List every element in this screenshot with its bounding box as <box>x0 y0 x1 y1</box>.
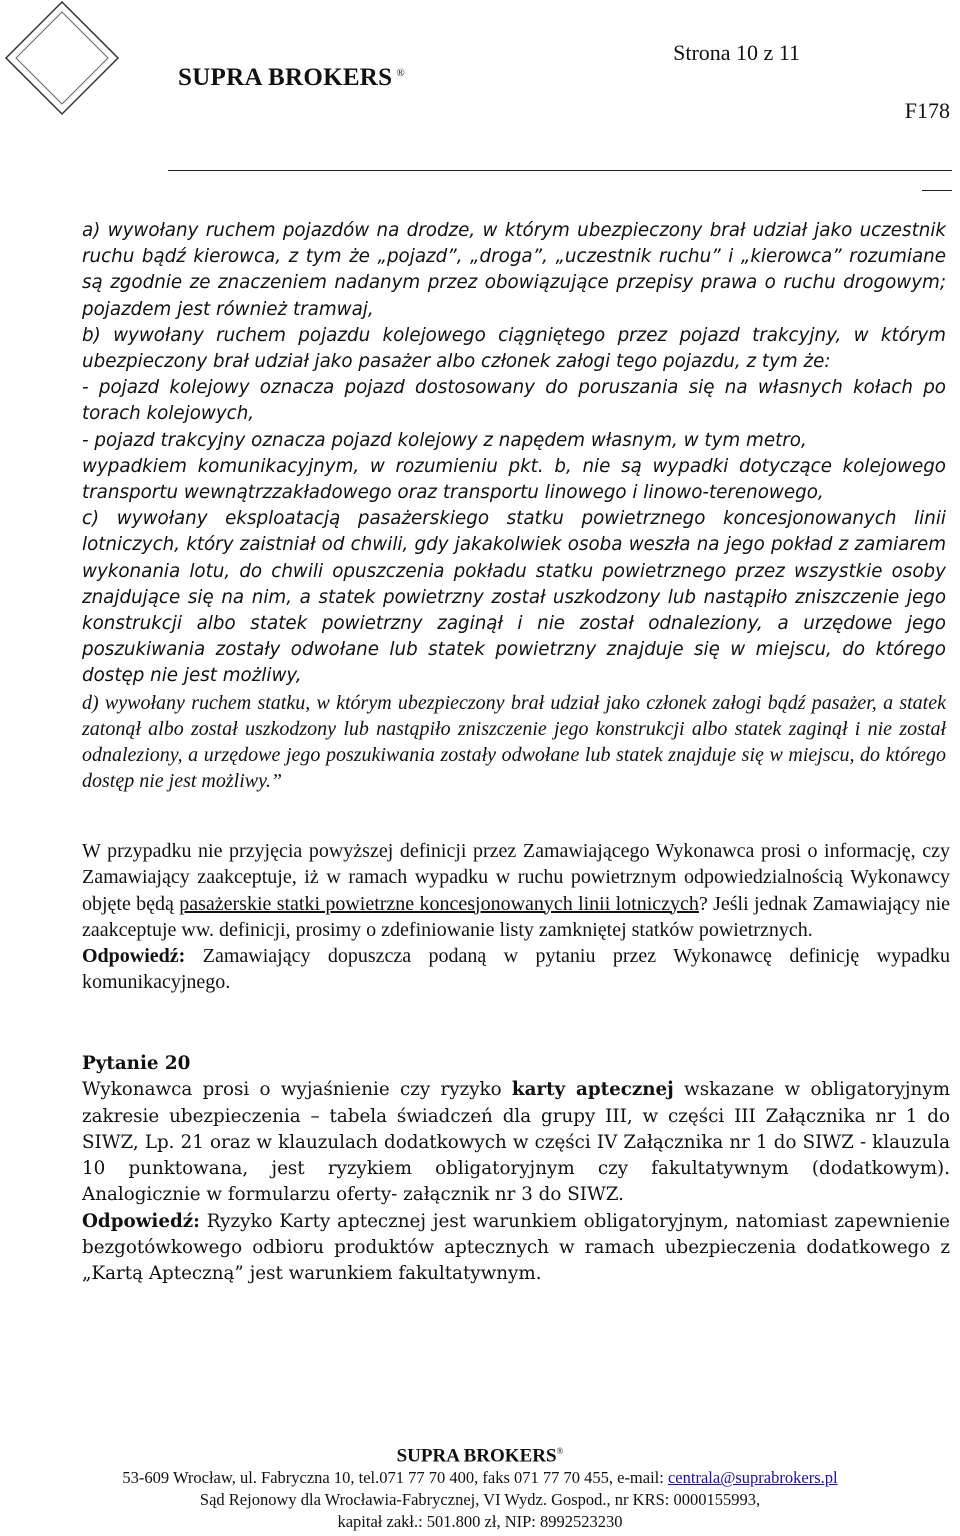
quote-paragraph-b2: - pojazd trakcyjny oznacza pojazd kolejowy z napędem własnym, w tym metro, <box>82 429 807 451</box>
email-link[interactable]: centrala@suprabrokers.pl <box>667 1468 838 1488</box>
quote-paragraph-c: c) wywołany eksploatacją pasażerskiego statku powietrznego koncesjonowanych linii lotniczych, który zaistniał od chwili, gdy jakakolwiek osoba weszła na jego pokład z zamiarem wykonania lotu, do chwili opuszczenia pokładu statku powietrznego przez wszystkie osoby znajdujące się na nim, a statek powietrzny został uszkodzony lub nastąpiło zniszczenie jego konstrukcji albo statek powietrzny zaginął i nie został odnaleziony, a urzędowe jego poszukiwania zostały odwołane lub statek powietrzny znajduje się w miejscu, do którego dostęp nie jest możliwy, <box>82 508 946 687</box>
footer-brand: SUPRA BROKERS® <box>396 1445 564 1467</box>
quote-paragraph-d: d) wywołany ruchem statku, w którym ubezpieczony brał udział jako członek załogi bądź pasażer, a statek zatonął albo został uszkodzony lub nastąpiło zniszczenie jego konstrukcji albo statek zaginął i nie został odnaleziony, a urzędowe jego poszukiwania zostały odwołane lub statek znajduje się w miejscu, do którego dostęp nie jest możliwy.” <box>82 691 946 793</box>
question-19-block <box>82 838 950 996</box>
quote-paragraph-b1: - pojazd kolejowy oznacza pojazd dostosowany do poruszania się na własnych kołach po torach kolejowych, <box>82 377 946 425</box>
bold-phrase: karty aptecznej <box>511 1079 674 1101</box>
form-code: F178 <box>904 98 950 123</box>
answer-label: Odpowiedź: <box>82 1210 200 1232</box>
question-20-text: Wykonawca prosi o wyjaśnienie czy ryzyko karty aptecznej wskazane w obligatoryjnym zakresie ubezpieczenia – tabela świadczeń dla grupy III, w części III Załącznika nr 1 do SIWZ, Lp. 21 oraz w klauzulach dodatkowych w części IV Załącznika nr 1 do SIWZ - klauzula 10 punktowana, jest ryzykiem obligatoryjnym czy fakultatywnym (dodatkowym). Analogicznie w formularzu oferty- załącznik nr 3 do SIWZ. <box>82 1079 950 1206</box>
quote-paragraph-b3: wypadkiem komunikacyjnym, w rozumieniu pkt. b, nie są wypadki dotyczące kolejowego transportu wewnątrzzakładowego oraz transportu linowego i linowo-terenowego, <box>82 455 946 504</box>
diamond-logo-icon <box>0 0 120 120</box>
definition-quote <box>82 218 946 794</box>
answer-19: Odpowiedź: Zamawiający dopuszcza podaną w pytaniu przez Wykonawcę definicję wypadku komunikacyjnego. <box>82 945 950 994</box>
question-19-text: W przypadku nie przyjęcia powyższej definicji przez Zamawiającego Wykonawca prosi o informację, czy Zamawiający zaakceptuje, iż w ramach wypadku w ruchu powietrznym odpowiedzialnością Wykonawcy objęte będą pasażerskie statki powietrzne koncesjonowanych linii lotniczych? Jeśli jednak Zamawiający nie zaakceptuje ww. definicji, prosimy o zdefiniowanie listy zamkniętej statków powietrznych. <box>82 840 950 941</box>
page-footer <box>0 1440 960 1533</box>
answer-label: Odpowiedź: <box>82 945 186 968</box>
footer-court: Sąd Rejonowy dla Wrocławia-Fabrycznej, VI Wydz. Gospod., nr KRS: 0000155993, <box>199 1490 761 1510</box>
footer-address: 53-609 Wrocław, ul. Fabryczna 10, tel.071 77 70 400, faks 071 77 70 455, e-mail: centrala@suprabrokers.pl <box>122 1468 838 1488</box>
answer-20: Odpowiedź: Ryzyko Karty aptecznej jest warunkiem obligatoryjnym, natomiast zapewnienie bezgotówkowego odbioru produktów aptecznych w ramach ubezpieczenia dodatkowego z „Kartą Apteczną” jest warunkiem fakultatywnym. <box>82 1210 950 1285</box>
header-divider <box>168 170 952 171</box>
underlined-phrase: pasażerskie statki powietrzne koncesjonowanych linii lotniczych <box>179 892 699 915</box>
quote-paragraph-b: b) wywołany ruchem pojazdu kolejowego ciągniętego przez pojazd trakcyjny, w którym ubezpieczony brał udział jako pasażer albo członek załogi tego pojazdu, z tym że: <box>82 324 946 373</box>
quote-paragraph-a: a) wywołany ruchem pojazdów na drodze, w którym ubezpieczony brał udział jako uczestnik ruchu bądź kierowca, z tym że „pojazd”, „droga”, „uczestnik ruchu” i „kierowca” rozumiane są zgodnie ze znaczeniem nadanym przez obowiązujące przepisy prawa o ruchu drogowym; pojazdem jest również tramwaj, <box>82 220 946 320</box>
header-brand: SUPRA BROKERS ® <box>178 64 406 91</box>
footer-capital: kapitał zakł.: 501.800 zł, NIP: 8992523230 <box>337 1512 623 1532</box>
short-divider <box>922 190 952 191</box>
question-20-title: Pytanie 20 <box>82 1053 191 1074</box>
question-20-block <box>82 1051 950 1288</box>
page-number: Strona 10 z 11 <box>673 40 800 65</box>
